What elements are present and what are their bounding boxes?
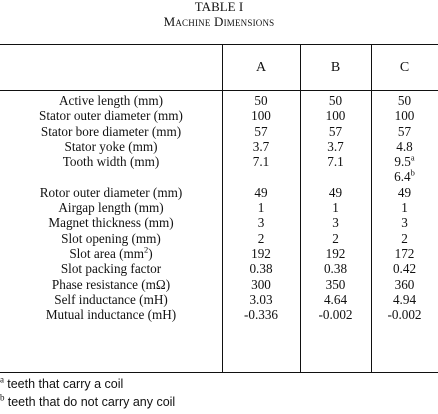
cell-b: 192 xyxy=(325,245,346,261)
row-label: Stator outer diameter (mm) xyxy=(39,108,183,124)
cell-a: 7.1 xyxy=(252,154,270,170)
table-row xyxy=(0,292,438,307)
cell-c: 2 xyxy=(401,230,408,246)
cell-b: 4.64 xyxy=(323,291,348,307)
cell-a: 300 xyxy=(251,276,271,292)
cell-a: 192 xyxy=(251,245,271,261)
table-row xyxy=(0,93,438,108)
cell-a: 49 xyxy=(254,184,268,200)
table-row xyxy=(0,139,438,154)
table-row xyxy=(0,277,438,292)
table-bottom-rule xyxy=(0,372,438,373)
cell-b: 57 xyxy=(328,123,343,139)
cell-b: 49 xyxy=(328,184,343,200)
table-top-rule xyxy=(0,44,438,45)
column-header-c: C xyxy=(399,60,410,75)
cell-a: -0.336 xyxy=(243,307,279,323)
cell-c: 57 xyxy=(397,123,412,139)
table-header-rule xyxy=(0,90,438,91)
cell-b: 1 xyxy=(332,200,339,216)
table-row xyxy=(0,246,438,261)
table-row xyxy=(0,200,438,215)
cell-c: 50 xyxy=(397,93,412,108)
cell-b: 2 xyxy=(332,230,339,246)
cell-b: 3.7 xyxy=(327,138,344,154)
cell-a: 100 xyxy=(251,108,271,124)
cell-a: 3 xyxy=(257,215,265,231)
row-label-suffix: ) xyxy=(148,245,153,261)
cell-a: 2 xyxy=(257,230,265,246)
cell-c xyxy=(371,154,438,169)
cell-a: 3.03 xyxy=(249,291,273,307)
cell-c: 4.8 xyxy=(396,138,413,154)
cell-c: -0.002 xyxy=(387,307,422,323)
row-label: Phase resistance (mΩ) xyxy=(51,276,171,292)
table-row xyxy=(0,307,438,322)
cell-c: 172 xyxy=(394,245,415,261)
table-row xyxy=(0,154,438,185)
table-row xyxy=(0,261,438,276)
table-row xyxy=(0,231,438,246)
row-label: Slot packing factor xyxy=(60,261,162,277)
superscript-2: 2 xyxy=(144,244,149,255)
cell-b: 0.38 xyxy=(323,261,348,277)
column-header-a: A xyxy=(255,60,267,75)
dimensions-table-body xyxy=(0,93,438,322)
table-caption-title: Machine Dimensions xyxy=(163,14,275,29)
row-label: Tooth width (mm) xyxy=(62,154,160,170)
footnote-mark: a xyxy=(0,374,4,385)
cell-c: 1 xyxy=(401,200,408,216)
footnote-b xyxy=(0,394,175,410)
footnote-text: teeth that carry a coil xyxy=(7,377,124,391)
row-label: Mutual inductance (mH) xyxy=(45,307,177,323)
cell-b: 350 xyxy=(325,276,346,292)
cell-c-value: 9.5 xyxy=(394,154,411,170)
cell-b: 3 xyxy=(332,215,339,231)
cell-c-second-value xyxy=(371,169,438,184)
footnote-marker-b: b xyxy=(410,168,415,179)
row-label: Magnet thickness (mm) xyxy=(48,215,174,231)
row-label: Self inductance (mH) xyxy=(54,291,168,307)
row-label: Airgap length (mm) xyxy=(58,200,164,216)
cell-c: 0.42 xyxy=(392,261,417,277)
cell-c: 100 xyxy=(394,108,415,124)
row-label: Active length (mm) xyxy=(58,93,163,108)
table-row xyxy=(0,108,438,123)
row-label-text: Slot area (mm xyxy=(69,245,145,261)
table-caption-number: TABLE I xyxy=(194,0,244,14)
footnote-a xyxy=(0,376,123,392)
cell-a: 3.7 xyxy=(252,138,270,154)
cell-c: 360 xyxy=(394,276,415,292)
table-row xyxy=(0,124,438,139)
column-header-b: B xyxy=(330,60,341,75)
row-label: Stator bore diameter (mm) xyxy=(40,123,182,139)
footnote-text: teeth that do not carry any coil xyxy=(7,395,176,409)
row-label: Rotor outer diameter (mm) xyxy=(39,184,183,200)
row-label: Slot opening (mm) xyxy=(61,230,161,246)
row-label: Stator yoke (mm) xyxy=(64,138,158,154)
cell-b: 7.1 xyxy=(327,154,344,170)
cell-c: 49 xyxy=(397,184,412,200)
row-label xyxy=(0,246,222,261)
cell-b: -0.002 xyxy=(318,307,353,323)
cell-c: 3 xyxy=(401,215,408,231)
table-row xyxy=(0,185,438,200)
cell-a: 0.38 xyxy=(249,261,273,277)
cell-c: 4.94 xyxy=(392,291,417,307)
footnote-mark: b xyxy=(0,392,5,403)
cell-b: 50 xyxy=(328,93,343,108)
cell-a: 50 xyxy=(254,93,268,108)
cell-a: 1 xyxy=(257,200,265,216)
cell-b: 100 xyxy=(325,108,346,124)
table-row xyxy=(0,215,438,230)
cell-a: 57 xyxy=(254,123,268,139)
footnote-marker-a: a xyxy=(410,152,415,163)
cell-c-value-2: 6.4 xyxy=(394,169,411,185)
